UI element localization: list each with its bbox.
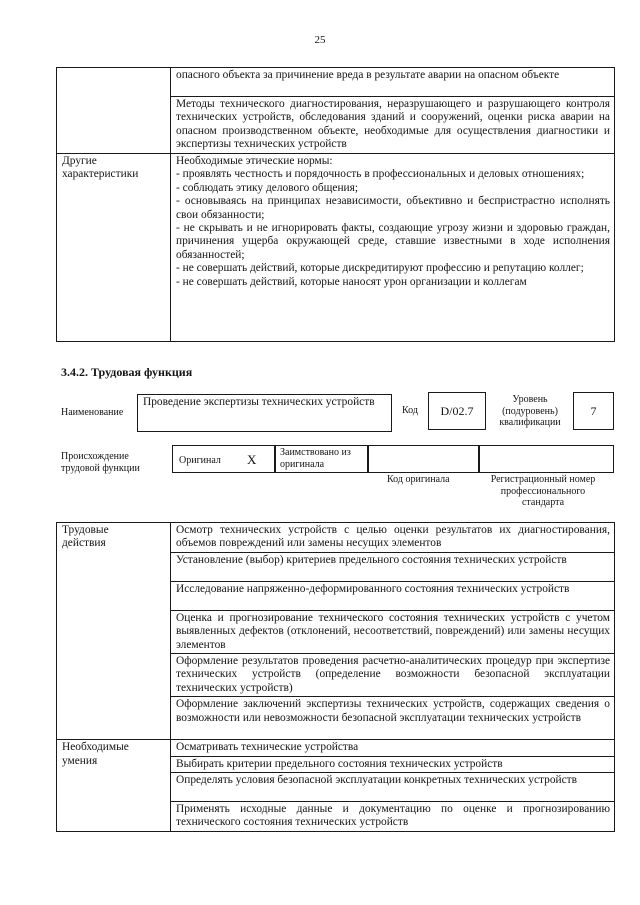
ethics-item: - не скрывать и не игнорировать факты, создающие угрозу жизни и здоровью граждан, причинения ущерба окружающей среде, ставшие известными в ходе исполнения обязанностей; bbox=[176, 222, 610, 261]
reg-number-caption: Регистрационный номер профессионального стандарта bbox=[490, 474, 596, 508]
borrowed-box bbox=[275, 445, 368, 473]
original-code-caption: Код оригинала bbox=[387, 474, 450, 485]
function-name-box: Проведение экспертизы технических устройств bbox=[137, 394, 392, 432]
borrowed-label: Заимствовано из оригинала bbox=[280, 447, 351, 470]
ethics-item: - не совершать действий, которые дискредитируют профессию и репутацию коллег; bbox=[176, 262, 584, 275]
page-number: 25 bbox=[314, 34, 326, 46]
top-table bbox=[56, 67, 615, 342]
code-label: Код bbox=[402, 405, 418, 416]
original-box bbox=[172, 445, 275, 473]
knowledge-item: Методы технического диагностирования, неразрушающего и разрушающего контроля технических устройств, обследования зданий и сооружений, оценки риска аварии на опасном производственном объекте, необходимые для осуществления диагностики и экспертизы технических устройств bbox=[171, 97, 615, 154]
labor-action-item: Осмотр технических устройств с целью оценки результатов их диагностирования, объемов повреждений или замены несущих элементов bbox=[171, 523, 615, 553]
knowledge-item: опасного объекта за причинение вреда в результате аварии на опасном объекте bbox=[171, 68, 615, 97]
labor-action-item: Оформление заключений экспертизы технических устройств, содержащих сведения о возможности или невозможности безопасной эксплуатации технических устройств bbox=[171, 697, 615, 740]
skill-item: Определять условия безопасной эксплуатации конкретных технических устройств bbox=[171, 773, 615, 802]
level-label: Уровень (подуровень) квалификации bbox=[499, 394, 561, 428]
original-code-box bbox=[368, 445, 479, 473]
ethics-item: - основываясь на принципах независимости, объективно и беспристрастно исполнять свои обязанности; bbox=[176, 195, 610, 221]
labor-action-item: Оценка и прогнозирование технического состояния технических устройств с учетом выявленных дефектов (отклонений, несоответствий, повреждений) или замены несущих элементов bbox=[171, 610, 615, 653]
row-label-other-characteristics: Другие характеристики bbox=[57, 154, 171, 342]
name-label: Наименование bbox=[61, 407, 124, 418]
table-row bbox=[57, 154, 615, 342]
reg-number-box bbox=[479, 445, 614, 473]
ethics-item: - соблюдать этику делового общения; bbox=[176, 181, 359, 194]
origin-label: Происхождение трудовой функции bbox=[61, 451, 140, 474]
original-label: Оригинал bbox=[179, 455, 221, 466]
original-mark: X bbox=[247, 452, 257, 467]
row-label-labor-actions: Трудовые действия bbox=[57, 523, 171, 740]
labor-action-item: Оформление результатов проведения расчетно-аналитических процедур при экспертизе технических устройств (определение возможности безопасной эксплуатации технических устройств) bbox=[171, 654, 615, 697]
table-row bbox=[57, 523, 615, 553]
table-row bbox=[57, 740, 615, 756]
labor-function-table bbox=[56, 522, 615, 832]
ethics-list bbox=[171, 154, 615, 342]
skill-item: Осматривать технические устройства bbox=[171, 740, 615, 756]
skill-item: Применять исходные данные и документацию по оценке и прогнозированию технического состояния технических устройств bbox=[171, 802, 615, 832]
section-title: 3.4.2. Трудовая функция bbox=[61, 365, 193, 379]
empty-label-cell bbox=[57, 68, 171, 154]
row-label-required-skills: Необходимые умения bbox=[57, 740, 171, 832]
skill-item: Выбирать критерии предельного состояния технических устройств bbox=[171, 756, 615, 772]
ethics-item: - проявлять честность и порядочность в профессиональных и деловых отношениях; bbox=[176, 168, 585, 181]
table-row bbox=[57, 68, 615, 97]
labor-action-item: Установление (выбор) критериев предельного состояния технических устройств bbox=[171, 552, 615, 581]
labor-action-item: Исследование напряженно-деформированного состояния технических устройств bbox=[171, 581, 615, 610]
code-value-box: D/02.7 bbox=[428, 392, 486, 430]
level-value-box: 7 bbox=[573, 392, 614, 430]
ethics-item: Необходимые этические нормы: bbox=[176, 155, 333, 167]
ethics-item: - не совершать действий, которые наносят урон организации и коллегам bbox=[176, 275, 527, 288]
